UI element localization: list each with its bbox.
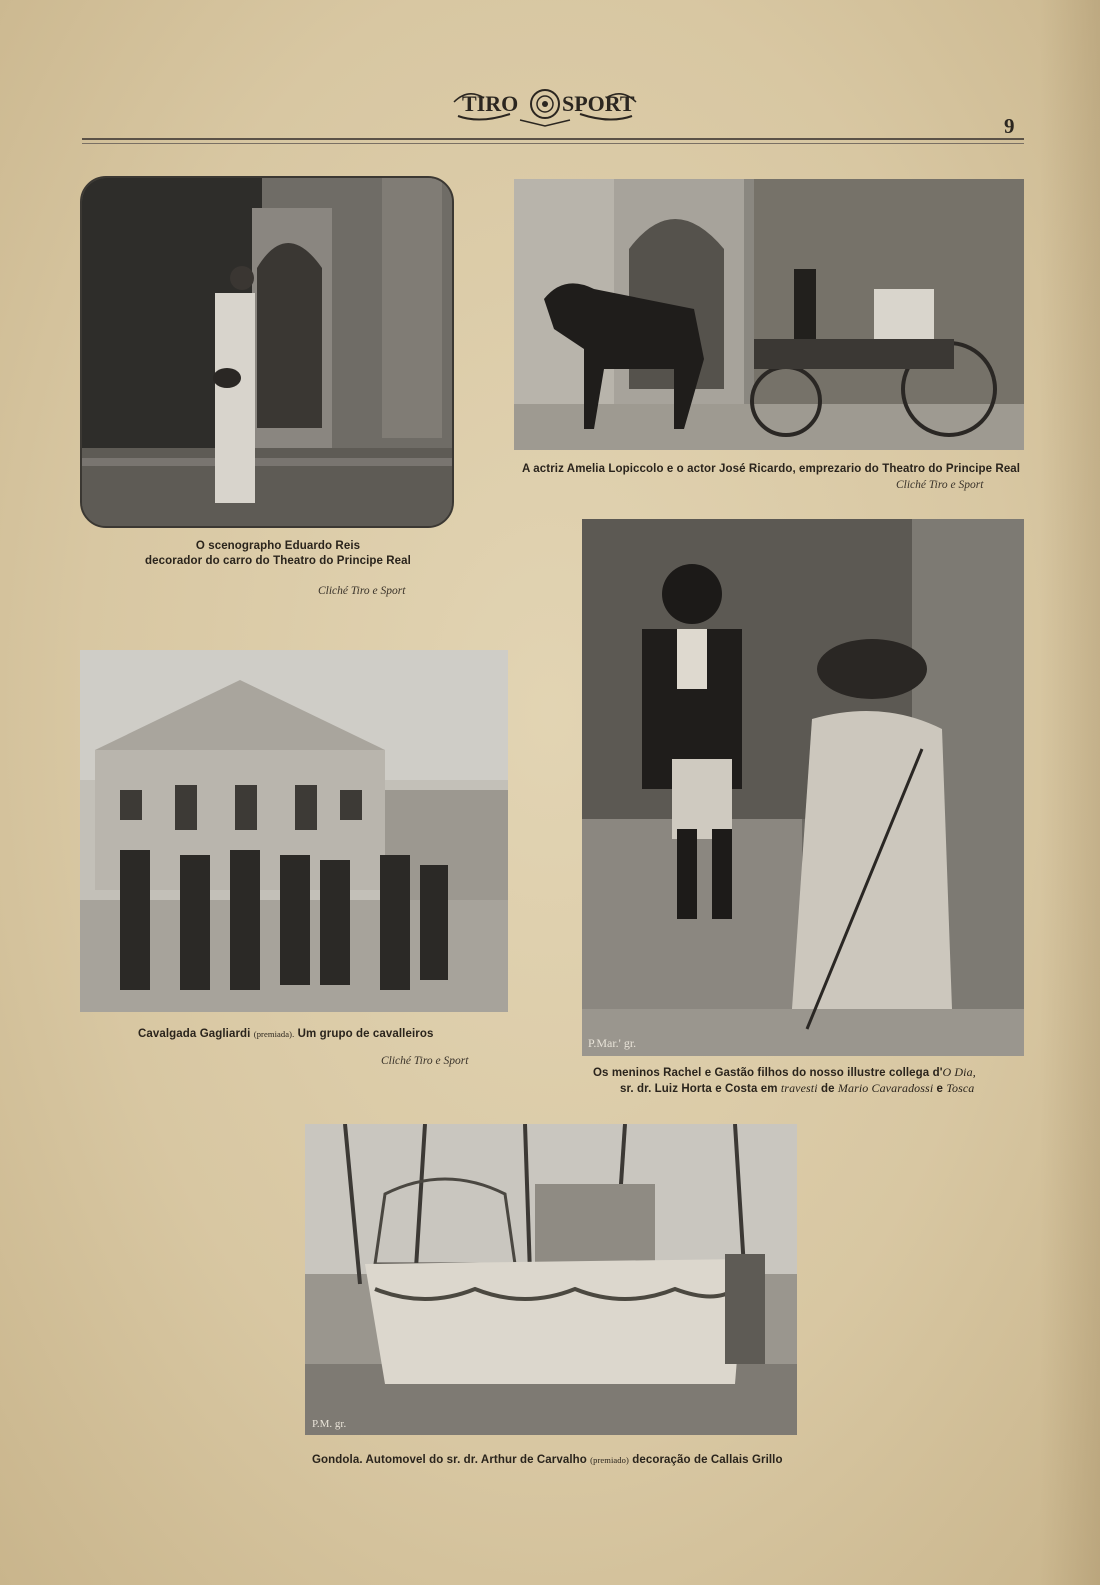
caption-photo-4-l2-role2: Tosca bbox=[946, 1081, 975, 1095]
photo-children-costume bbox=[582, 519, 1024, 1056]
credit-photo-1: Cliché Tiro e Sport bbox=[318, 585, 406, 597]
caption-photo-1-line1: O scenographo Eduardo Reis bbox=[195, 540, 361, 552]
masthead-title bbox=[640, 80, 641, 81]
caption-photo-4-l2-travesti: travesti bbox=[780, 1081, 818, 1095]
photo-cavalcade bbox=[80, 650, 508, 1012]
caption-photo-4-l1-a: Os meninos Rachel e Gastão filhos do nosso illustre collega d' bbox=[593, 1067, 943, 1079]
page-number: 9 bbox=[1004, 114, 1015, 138]
credit-photo-3: Cliché Tiro e Sport bbox=[381, 1055, 469, 1067]
caption-photo-4-l1-paper: O Dia, bbox=[942, 1065, 976, 1079]
page-edge-shadow bbox=[1040, 0, 1100, 1585]
masthead-emblem-icon bbox=[450, 80, 640, 130]
caption-photo-5 bbox=[312, 1452, 783, 1468]
caption-photo-3-award: (premiada). bbox=[253, 1029, 295, 1039]
caption-photo-5-award: (premiado) bbox=[590, 1455, 629, 1465]
photo-scenographer bbox=[80, 176, 454, 528]
header-rule bbox=[82, 138, 1024, 140]
caption-photo-4-line1 bbox=[593, 1064, 976, 1081]
caption-photo-2: A actriz Amelia Lopiccolo e o actor José Ricardo, emprezario do Theatro do Principe Real bbox=[522, 463, 1021, 475]
caption-photo-1-line2: decorador do carro do Theatro do Principe Real bbox=[145, 555, 411, 567]
caption-photo-4-l2-a: sr. dr. Luiz Horta e Costa em bbox=[620, 1083, 778, 1095]
masthead-logo bbox=[450, 80, 640, 130]
caption-photo-4-l2-de: de bbox=[820, 1083, 835, 1095]
header-rule-thin bbox=[82, 143, 1024, 144]
photo-carriage bbox=[514, 179, 1024, 450]
svg-text:SPORT: SPORT bbox=[562, 91, 635, 116]
photo-gondola-automobile bbox=[305, 1124, 797, 1435]
credit-photo-2: Cliché Tiro e Sport bbox=[896, 479, 984, 491]
caption-photo-3-a: Cavalgada Gagliardi bbox=[138, 1028, 251, 1040]
photographer-mark-photo-5: P.M. gr. bbox=[312, 1418, 347, 1430]
svg-text:TIRO: TIRO bbox=[462, 91, 519, 116]
caption-photo-3-b: Um grupo de cavalleiros bbox=[297, 1028, 434, 1040]
caption-photo-5-a: Gondola. Automovel do sr. dr. Arthur de Carvalho bbox=[312, 1454, 587, 1466]
caption-photo-4-l2-role1: Mario Cavaradossi bbox=[837, 1081, 934, 1095]
caption-photo-4-l2-e: e bbox=[936, 1083, 944, 1095]
caption-photo-4-line2 bbox=[620, 1080, 974, 1097]
photographer-mark-photo-4: P.Mar.' gr. bbox=[588, 1036, 637, 1050]
caption-photo-5-b: decoração de Callais Grillo bbox=[632, 1454, 783, 1466]
caption-photo-3 bbox=[138, 1026, 433, 1042]
